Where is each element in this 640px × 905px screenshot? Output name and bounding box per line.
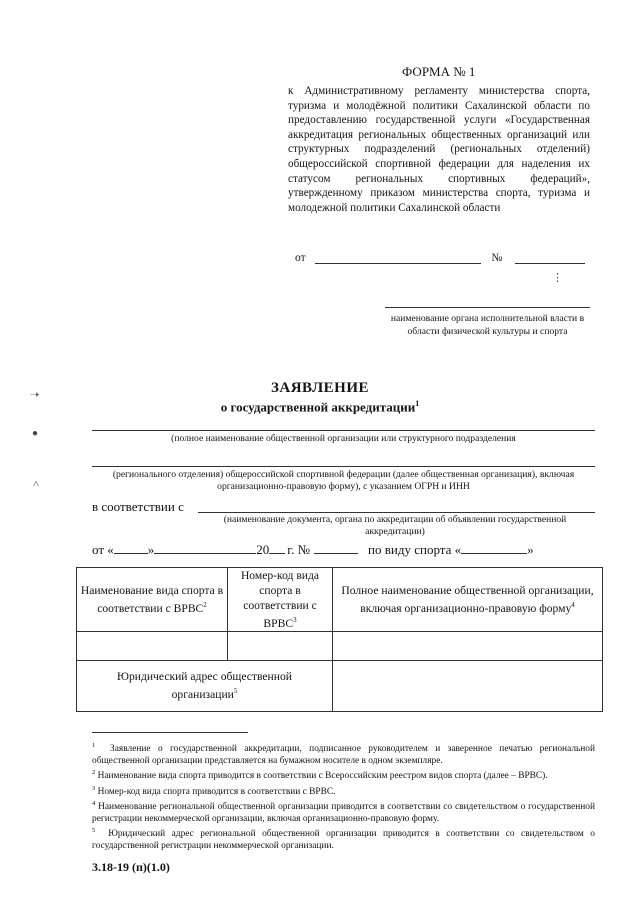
decree-number-field[interactable] <box>314 542 358 554</box>
document-title: ЗАЯВЛЕНИЕ <box>270 380 370 396</box>
accordance-label: в соответствии с <box>92 499 184 514</box>
table-row <box>77 631 603 660</box>
document-code: 3.18-19 (п)(1.0) <box>92 860 170 874</box>
accreditation-table <box>76 567 603 712</box>
address-label: Юридический адрес общественной организации$^5$ <box>77 660 333 711</box>
day-field[interactable] <box>114 542 148 554</box>
sport-field[interactable] <box>461 542 527 554</box>
footnote-item: $^3$ Номер-код вида спорта приводится в соответствии с ВРВС. <box>92 784 336 797</box>
scan-mark: ˄ <box>33 478 40 490</box>
cell-sport-name[interactable] <box>77 631 228 660</box>
header-org-name: Полное наименование общественной организации, включая организационно-правовую форму$^4$ <box>333 568 603 632</box>
number-sign: № <box>491 252 503 264</box>
scan-mark: ● <box>32 428 39 439</box>
caption-org-name: (полное наименование общественной организации или структурного подразделения <box>171 433 516 444</box>
cell-sport-code[interactable] <box>228 631 333 660</box>
form-number: ФОРМА № 1 <box>402 64 476 79</box>
year-field[interactable] <box>269 542 285 554</box>
from-label: от <box>295 252 306 264</box>
cell-address[interactable] <box>333 660 603 711</box>
org-name-field-1[interactable] <box>92 430 595 431</box>
footnote-ref: 1 <box>415 399 420 408</box>
month-field[interactable] <box>154 542 256 554</box>
accordance-field[interactable] <box>198 512 595 513</box>
footnote-item: $^5$ Юридический адрес региональной общественной организации приводится в соответствии со свидетельством о государственной регистрации некоммерческой организации. <box>92 827 595 852</box>
organ-name-field[interactable] <box>385 307 590 308</box>
from-number-row <box>295 252 595 264</box>
caption-org-details: (регионального отделения) общероссийской спортивной федерации (далее общественная организация), включая организационно-правовую форму), с указанием ОГРН и ИНН <box>112 469 575 492</box>
date-row: от « » 20 г. № по виду спорта « » <box>92 542 534 557</box>
scan-mark: ➝ <box>30 389 40 401</box>
footnote-item: $^2$ Наименование вида спорта приводится в соответствии с Всероссийским реестром видов спорта (далее – ВРВС). <box>92 769 548 782</box>
org-name-field-2[interactable] <box>92 466 595 467</box>
header-sport-code: Номер-код вида спорта в соответствии с ВРВС$^3$ <box>228 568 333 632</box>
date-field[interactable] <box>315 253 481 264</box>
organ-caption: наименование органа исполнительной власти в области физической культуры и спорта <box>390 313 585 337</box>
header-sport-name: Наименование вида спорта в соответствии с ВРВС$^2$ <box>77 568 228 632</box>
number-field[interactable] <box>515 253 585 264</box>
footnote-item: $^4$ Наименование региональной общественной организации приводится в соответствии со свидетельством о государственной регистрации некоммерческой организации, включая организационно-правовую форму. <box>92 799 595 824</box>
document-subtitle: о государственной аккредитации$^1$ <box>220 399 420 415</box>
regulation-reference: к Административному регламенту министерства спорта, туризма и молодёжной политики Сахалинской области по предоставлению государственной услуги «Государственная аккредитация региональных общественных организаций или структурных подразделений (региональных отделений) общероссийской спортивной федерации для наделения их статусом региональных спортивных федераций», утвержденному приказом министерства спорта, туризма и молодежной политики Сахалинской области <box>288 85 590 214</box>
footnote-separator <box>92 732 248 733</box>
footnote-item: $^1$ Заявление о государственной аккредитации, подписанное руководителем и заверенное печатью региональной общественной организации представляется на бумажном носителе в одном экземпляре. <box>92 742 595 767</box>
footnotes <box>92 740 595 852</box>
table-row-address <box>77 660 603 711</box>
scan-mark: ⋮ <box>552 272 563 284</box>
caption-document: (наименование документа, органа по аккредитации об объявлении государственной аккредитации) <box>223 514 567 537</box>
cell-org-name[interactable] <box>333 631 603 660</box>
table-header-row <box>77 568 603 632</box>
